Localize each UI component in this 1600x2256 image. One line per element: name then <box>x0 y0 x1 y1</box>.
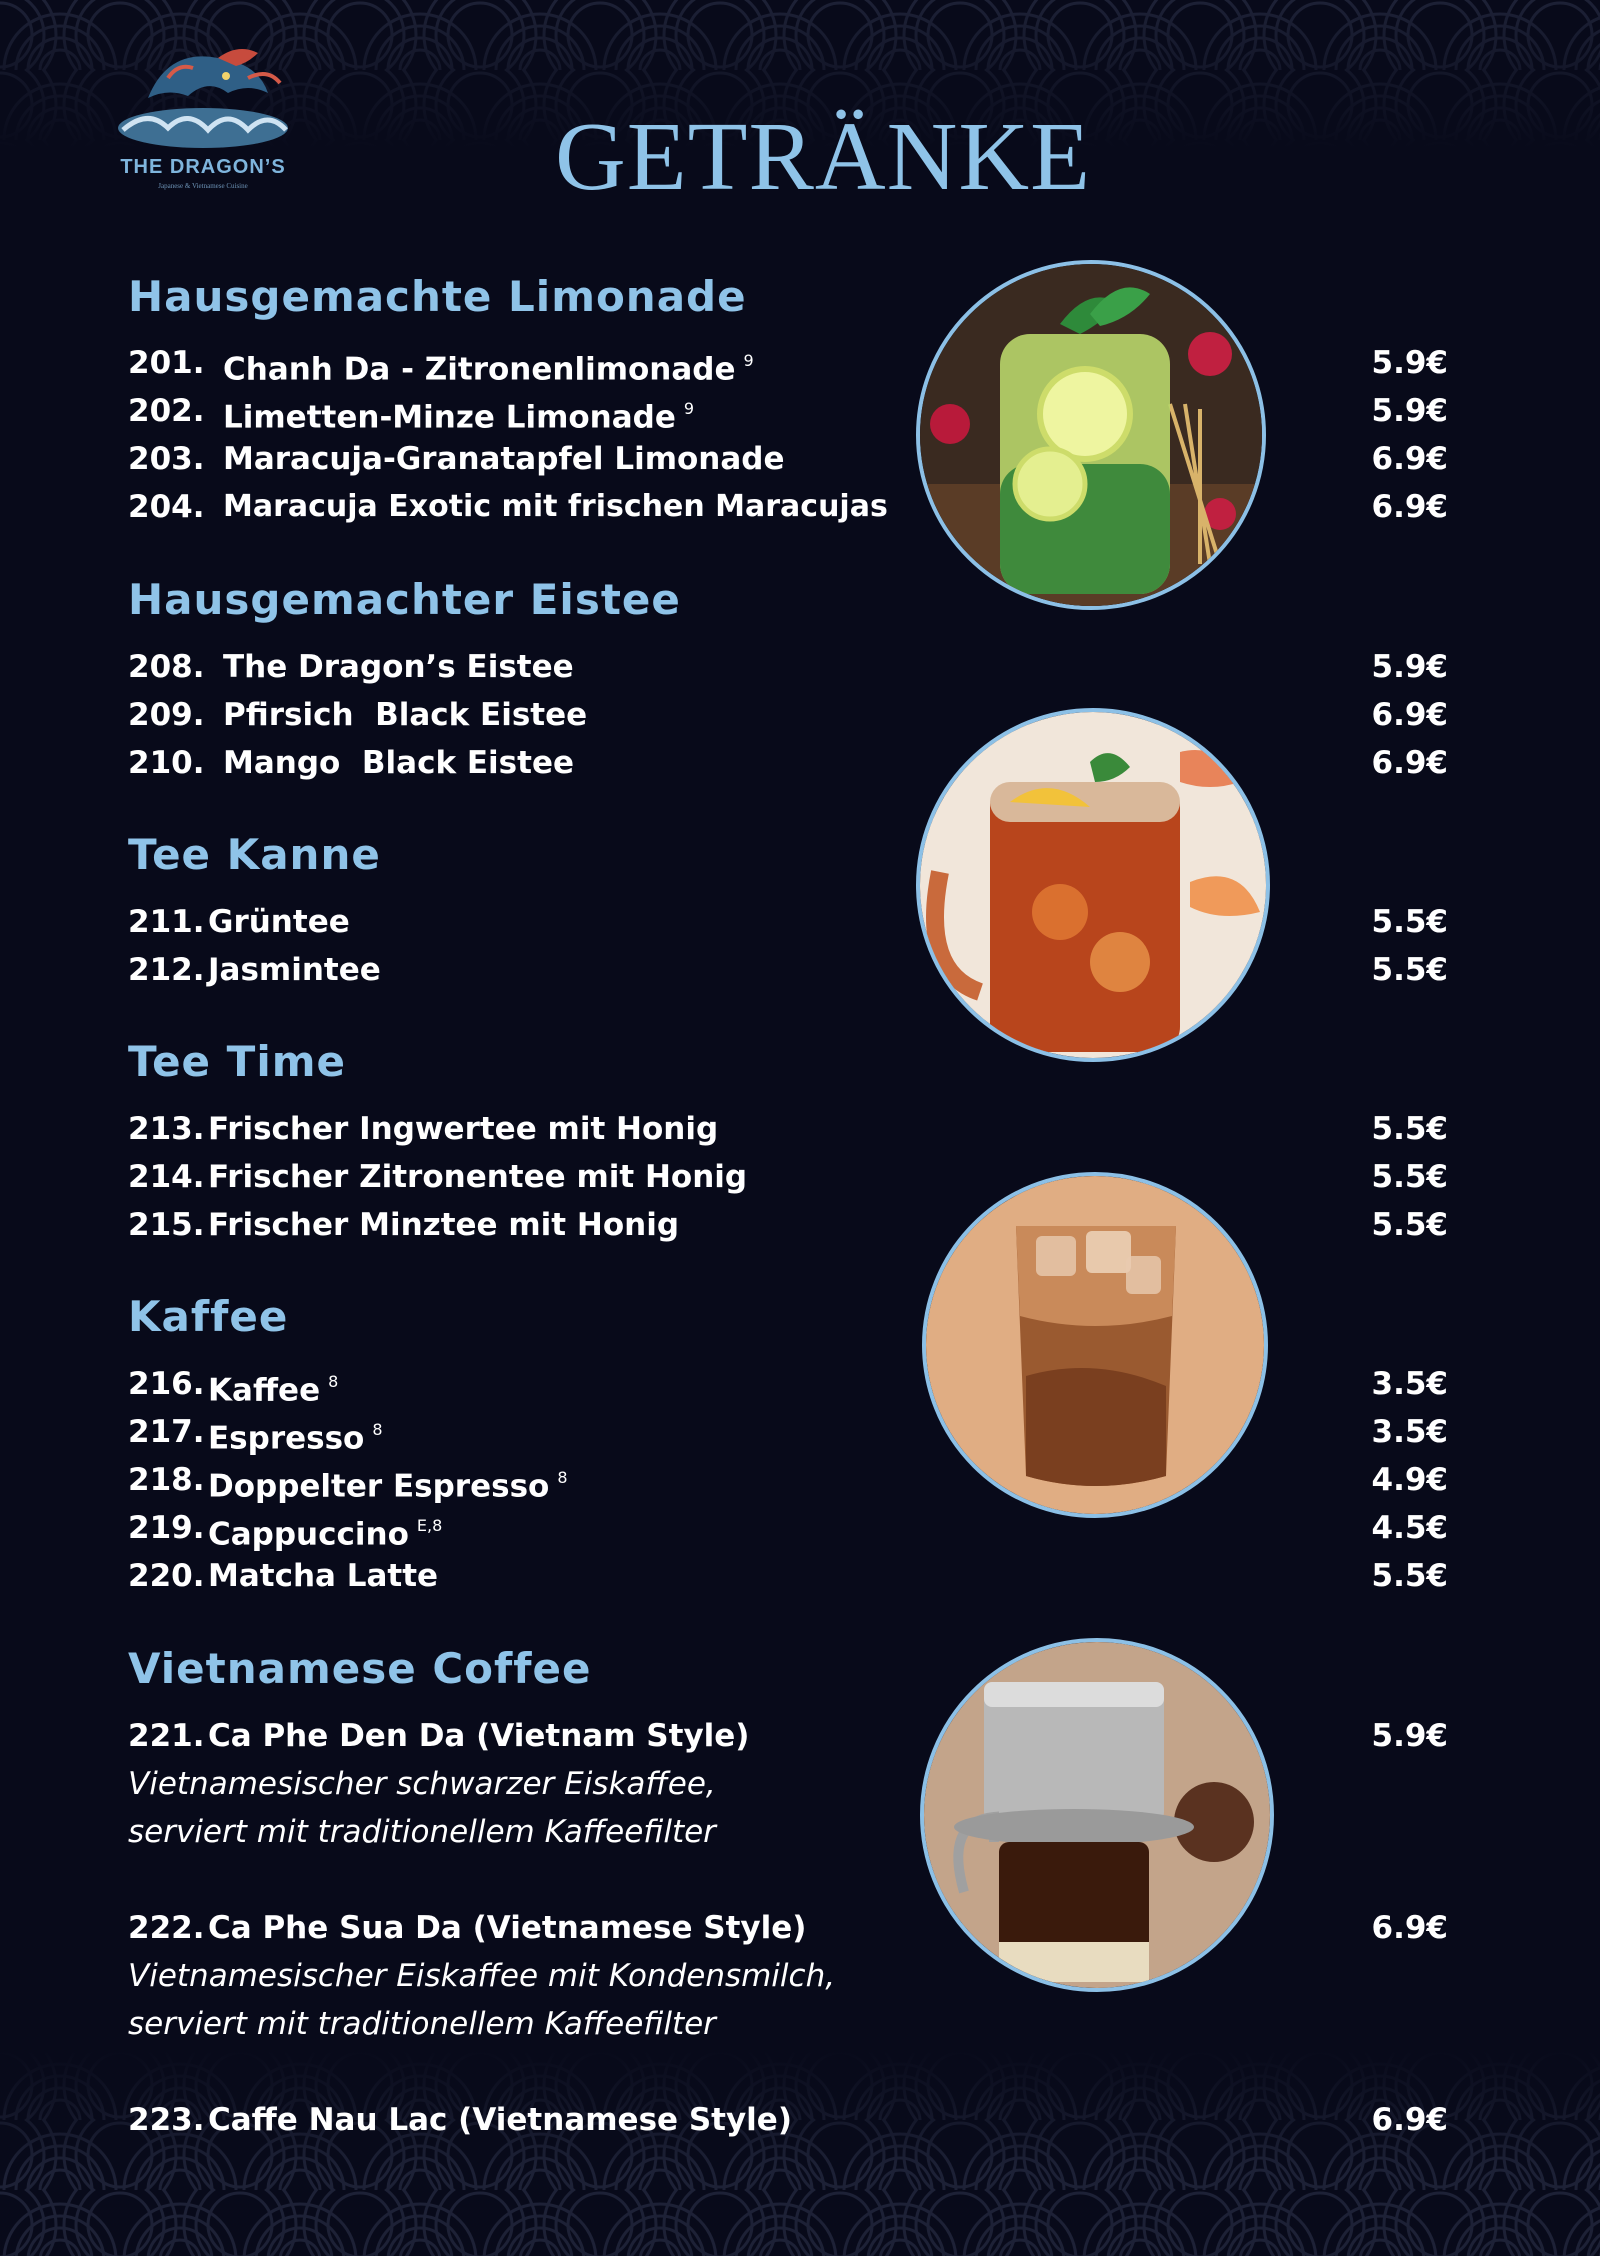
lemonade-photo <box>916 260 1266 610</box>
iced-latte-glass-icon <box>926 1176 1264 1514</box>
item-number: 219. <box>128 1510 205 1546</box>
item-number: 203. <box>128 441 205 477</box>
section-heading-eistee: Hausgemachter Eistee <box>128 575 681 624</box>
item-description: Vietnamesischer Eiskaffee mit Kondensmilch, <box>128 1958 836 1994</box>
item-price: 6.9€ <box>1371 697 1448 733</box>
item-number: 223. <box>128 2102 205 2138</box>
page-title: GETRÄNKE <box>555 103 1092 211</box>
item-price: 5.5€ <box>1371 904 1448 940</box>
item-price: 6.9€ <box>1371 2102 1448 2138</box>
wave-pattern-bottom <box>0 2050 1600 2256</box>
item-price: 5.5€ <box>1371 1207 1448 1243</box>
item-number: 222. <box>128 1910 205 1946</box>
item-price: 5.5€ <box>1371 952 1448 988</box>
item-price: 4.9€ <box>1371 1462 1448 1498</box>
item-number: 218. <box>128 1462 205 1498</box>
vietnamese-coffee-filter-photo <box>920 1638 1274 1992</box>
allergen-note: 9 <box>683 399 695 418</box>
item-name: Cappuccino $^{E,8}$ <box>208 1516 443 1553</box>
item-name: Caffe Nau Lac (Vietnamese Style) <box>208 2102 793 2138</box>
item-description: serviert mit traditionellem Kaffeefilter <box>128 1814 716 1850</box>
menu-item <box>128 1202 1448 1248</box>
menu-item <box>128 692 1448 738</box>
item-number: 210. <box>128 745 205 781</box>
dragon-logo-icon <box>108 38 298 153</box>
item-price: 4.5€ <box>1371 1510 1448 1546</box>
item-price: 3.5€ <box>1371 1366 1448 1402</box>
item-price: 6.9€ <box>1371 441 1448 477</box>
menu-item <box>128 1154 1448 1200</box>
item-name: Kaffee $^8$ <box>208 1372 339 1409</box>
item-number: 213. <box>128 1111 205 1147</box>
section-heading-limonade: Hausgemachte Limonade <box>128 272 747 321</box>
item-number: 209. <box>128 697 205 733</box>
lemonade-glass-icon <box>920 264 1262 606</box>
item-description: serviert mit traditionellem Kaffeefilter <box>128 2006 716 2042</box>
item-number: 208. <box>128 649 205 685</box>
item-price: 5.5€ <box>1371 1558 1448 1594</box>
brand-name: THE DRAGON’S <box>120 156 286 178</box>
item-price: 6.9€ <box>1371 1910 1448 1946</box>
item-number: 216. <box>128 1366 205 1402</box>
item-name: Maracuja-Granatapfel Limonade <box>223 441 785 477</box>
item-number: 212. <box>128 952 205 988</box>
item-number: 202. <box>128 393 205 429</box>
menu-item <box>128 1553 1448 1599</box>
item-number: 217. <box>128 1414 205 1450</box>
item-name: Matcha Latte <box>208 1558 439 1594</box>
item-name: Doppelter Espresso $^8$ <box>208 1468 568 1505</box>
item-name: Mango Black Eistee <box>223 745 574 781</box>
allergen-note: 8 <box>372 1420 383 1439</box>
item-number: 221. <box>128 1718 205 1754</box>
item-name: Ca Phe Den Da (Vietnam Style) <box>208 1718 750 1754</box>
menu-item <box>128 644 1448 690</box>
menu-item <box>128 1106 1448 1152</box>
menu-item <box>128 2097 1448 2143</box>
item-number: 220. <box>128 1558 205 1594</box>
menu-item <box>128 1905 1448 1951</box>
item-name: Frischer Minztee mit Honig <box>208 1207 680 1243</box>
section-heading-tee-time: Tee Time <box>128 1037 346 1086</box>
item-name: Espresso $^8$ <box>208 1420 383 1457</box>
item-name: Limetten-Minze Limonade $^9$ <box>223 399 695 436</box>
item-price: 3.5€ <box>1371 1414 1448 1450</box>
iced-latte-photo <box>922 1172 1268 1518</box>
item-price: 5.9€ <box>1371 1718 1448 1754</box>
item-price: 5.5€ <box>1371 1159 1448 1195</box>
menu-item <box>128 740 1448 786</box>
item-name: The Dragon’s Eistee <box>223 649 574 685</box>
allergen-note: E,8 <box>416 1516 443 1535</box>
item-number: 211. <box>128 904 205 940</box>
item-name: Frischer Zitronentee mit Honig <box>208 1159 748 1195</box>
item-price: 5.5€ <box>1371 1111 1448 1147</box>
item-name: Grüntee <box>208 904 350 940</box>
item-description: Vietnamesischer schwarzer Eiskaffee, <box>128 1766 716 1802</box>
allergen-note: 9 <box>743 351 754 370</box>
item-number: 201. <box>128 345 205 381</box>
allergen-note: 8 <box>557 1468 568 1487</box>
item-number: 214. <box>128 1159 205 1195</box>
item-name: Maracuja Exotic mit frischen Maracujas <box>223 489 888 524</box>
item-name: Ca Phe Sua Da (Vietnamese Style) <box>208 1910 807 1946</box>
brand-logo <box>88 38 318 188</box>
item-price: 5.9€ <box>1371 649 1448 685</box>
iced-tea-photo <box>916 708 1270 1062</box>
menu-item <box>128 1457 1448 1503</box>
item-name: Frischer Ingwertee mit Honig <box>208 1111 719 1147</box>
iced-tea-glass-icon <box>920 712 1266 1058</box>
item-name: Chanh Da - Zitronenlimonade $^9$ <box>223 351 754 388</box>
menu-item <box>128 1505 1448 1551</box>
brand-tagline: Japanese & Vietnamese Cuisine <box>158 182 248 190</box>
section-heading-tee-kanne: Tee Kanne <box>128 830 381 879</box>
item-price: 6.9€ <box>1371 489 1448 525</box>
item-name: Pfirsich Black Eistee <box>223 697 588 733</box>
item-number: 204. <box>128 489 205 525</box>
item-number: 215. <box>128 1207 205 1243</box>
item-price: 6.9€ <box>1371 745 1448 781</box>
section-heading-vietnamese-coffee: Vietnamese Coffee <box>128 1644 592 1693</box>
allergen-note: 8 <box>328 1372 339 1391</box>
section-heading-kaffee: Kaffee <box>128 1292 289 1341</box>
coffee-filter-icon <box>924 1642 1270 1988</box>
item-price: 5.9€ <box>1371 345 1448 381</box>
item-price: 5.9€ <box>1371 393 1448 429</box>
item-name: Jasmintee <box>208 952 381 988</box>
